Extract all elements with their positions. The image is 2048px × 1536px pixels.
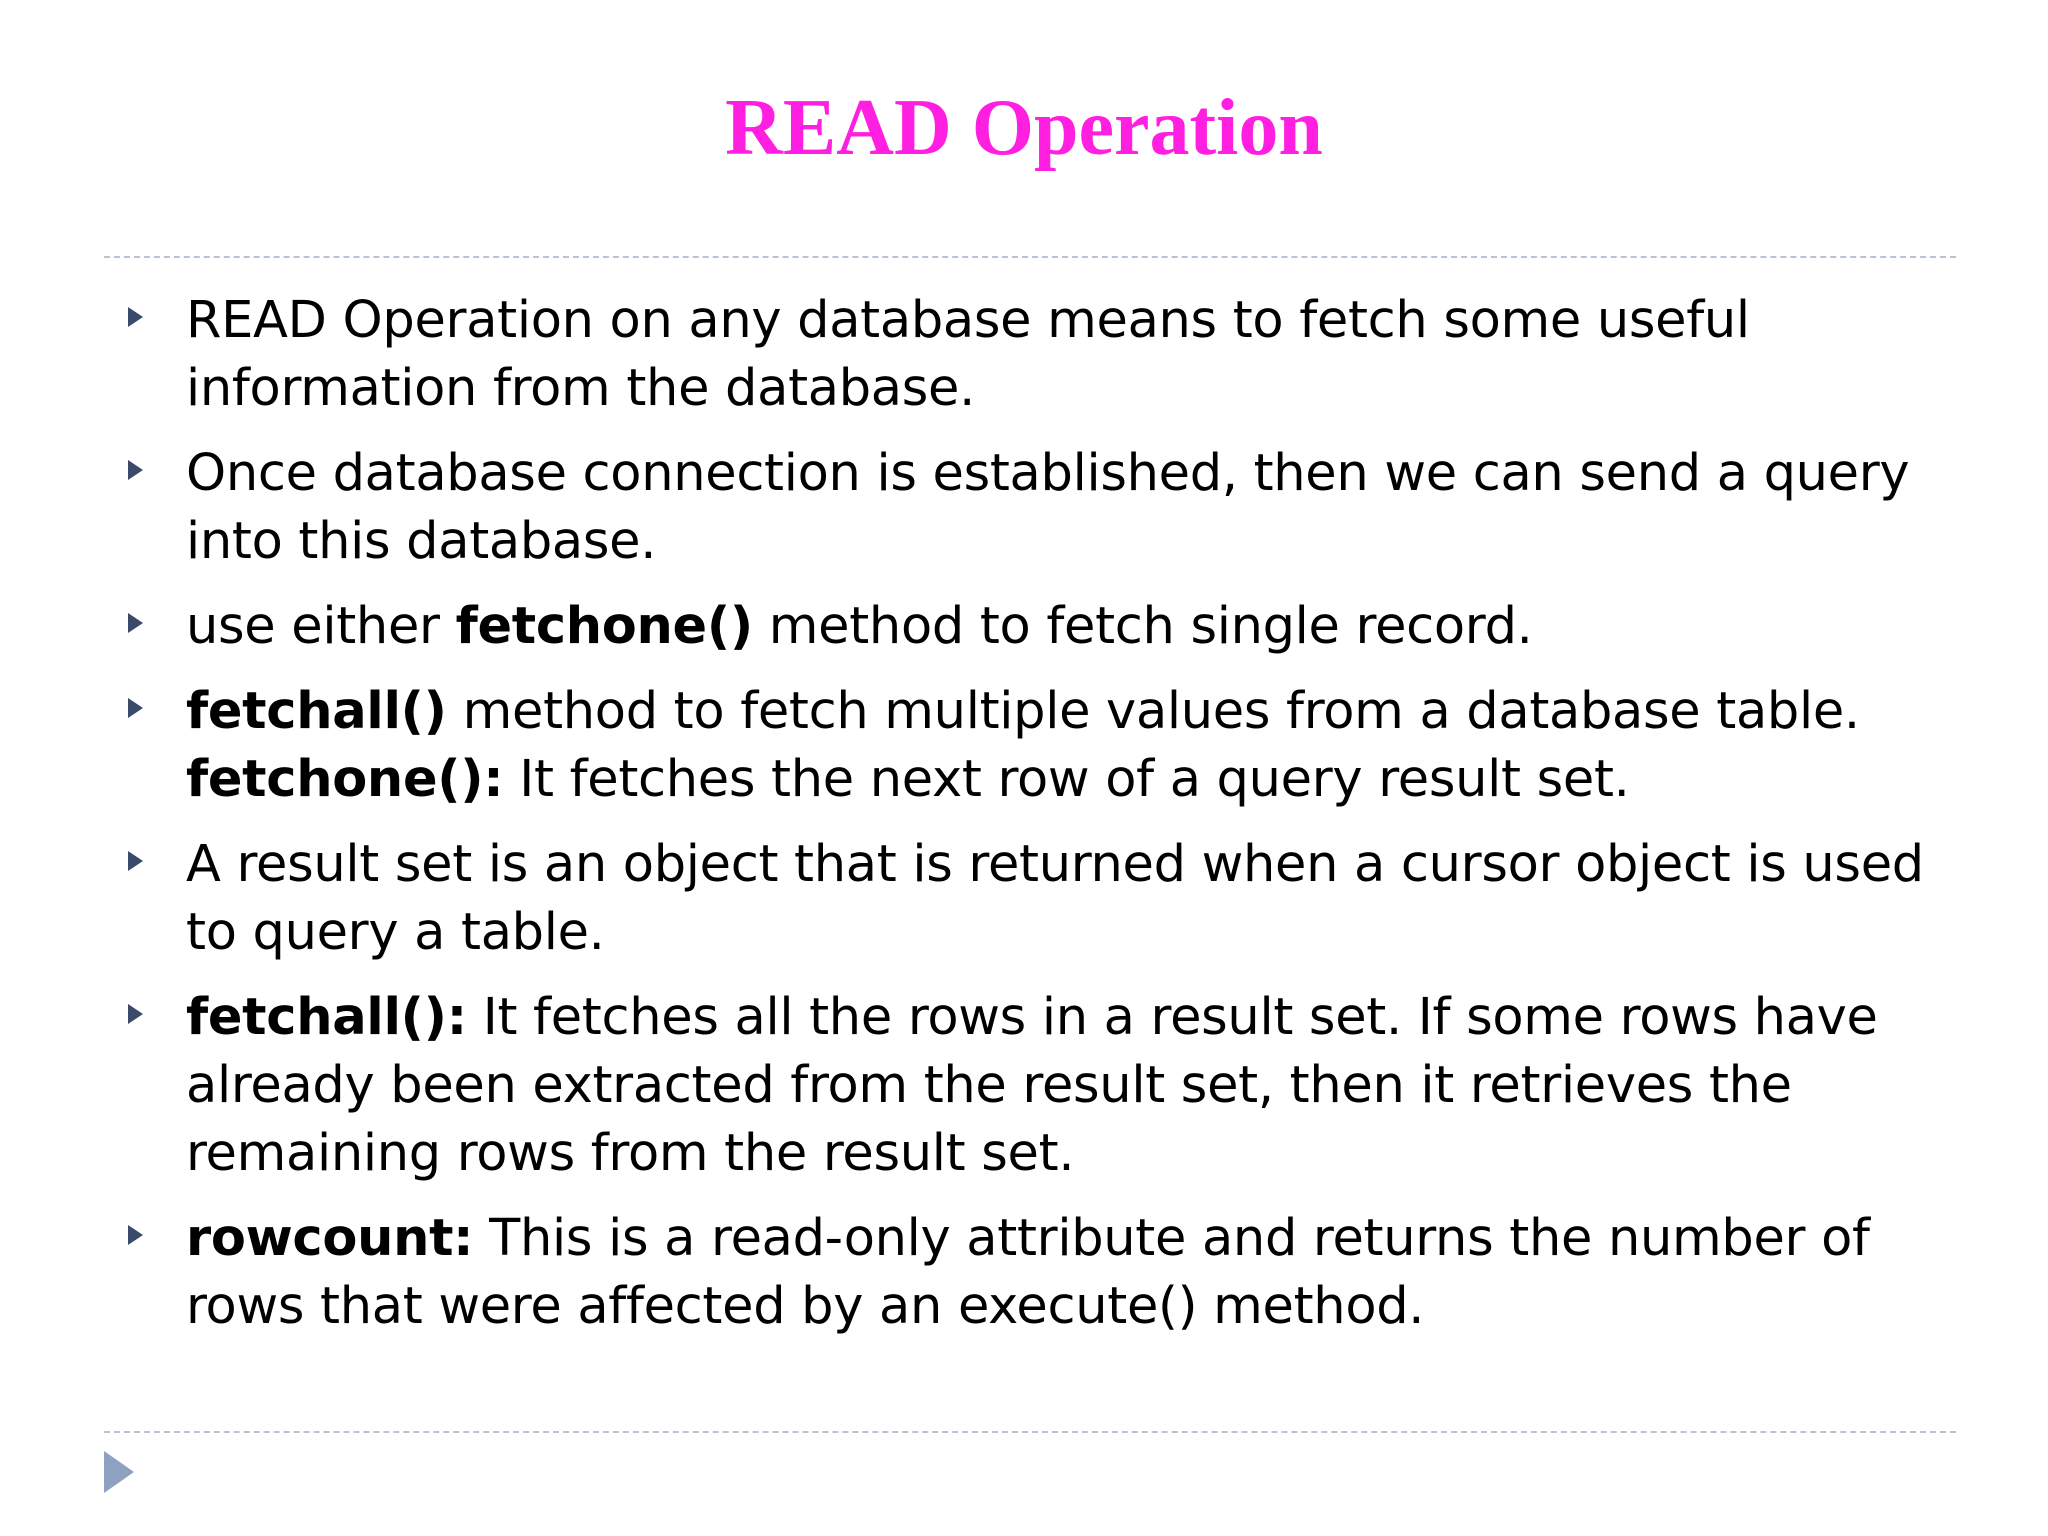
next-slide-triangle-icon[interactable]: [104, 1451, 134, 1493]
bullet-triangle-icon: [128, 698, 143, 718]
bullet-text: Once database connection is established, then we can send a query into this database.: [186, 444, 1910, 571]
bullet-text: This is a read-only attribute and returns the number of rows that were affected by an execute() method.: [186, 1209, 1870, 1336]
bullet-triangle-icon: [128, 613, 143, 633]
bullet-text: method to fetch single record.: [752, 597, 1533, 656]
bullet-bold-text: rowcount:: [186, 1209, 474, 1268]
bullet-text: A result set is an object that is returned when a cursor object is used to query a table.: [186, 835, 1924, 962]
bullet-item-1: [128, 287, 1948, 423]
bullet-triangle-icon: [128, 851, 143, 871]
bullet-text: READ Operation on any database means to fetch some useful information from the database.: [186, 291, 1750, 418]
bullet-text: It fetches all the rows in a result set. If some rows have already been extracted from the result set, then it retrieves the remaining rows from the result set.: [186, 988, 1878, 1183]
bullet-item-2: [128, 440, 1948, 576]
bullet-item-7: [128, 1205, 1948, 1341]
top-divider: [104, 256, 1956, 258]
bullet-item-5: [128, 831, 1948, 967]
bullet-bold-text: fetchone():: [186, 750, 504, 809]
bullet-text: method to fetch multiple values from a database table.: [446, 682, 1860, 741]
bullet-list: [128, 287, 1948, 1358]
bullet-triangle-icon: [128, 1225, 143, 1245]
bullet-item-6: [128, 984, 1948, 1188]
bullet-item-4: [128, 678, 1948, 814]
bullet-triangle-icon: [128, 1004, 143, 1024]
bullet-bold-text: fetchone(): [455, 597, 753, 656]
bottom-divider: [104, 1431, 1956, 1433]
bullet-triangle-icon: [128, 460, 143, 480]
bullet-triangle-icon: [128, 307, 143, 327]
bullet-bold-text: fetchall():: [186, 988, 467, 1047]
bullet-item-3: [128, 593, 1948, 661]
bullet-text: use either: [186, 597, 456, 656]
bullet-text: It fetches the next row of a query result set.: [503, 750, 1630, 809]
slide-title: READ Operation: [725, 84, 1323, 172]
bullet-bold-text: fetchall(): [186, 682, 447, 741]
